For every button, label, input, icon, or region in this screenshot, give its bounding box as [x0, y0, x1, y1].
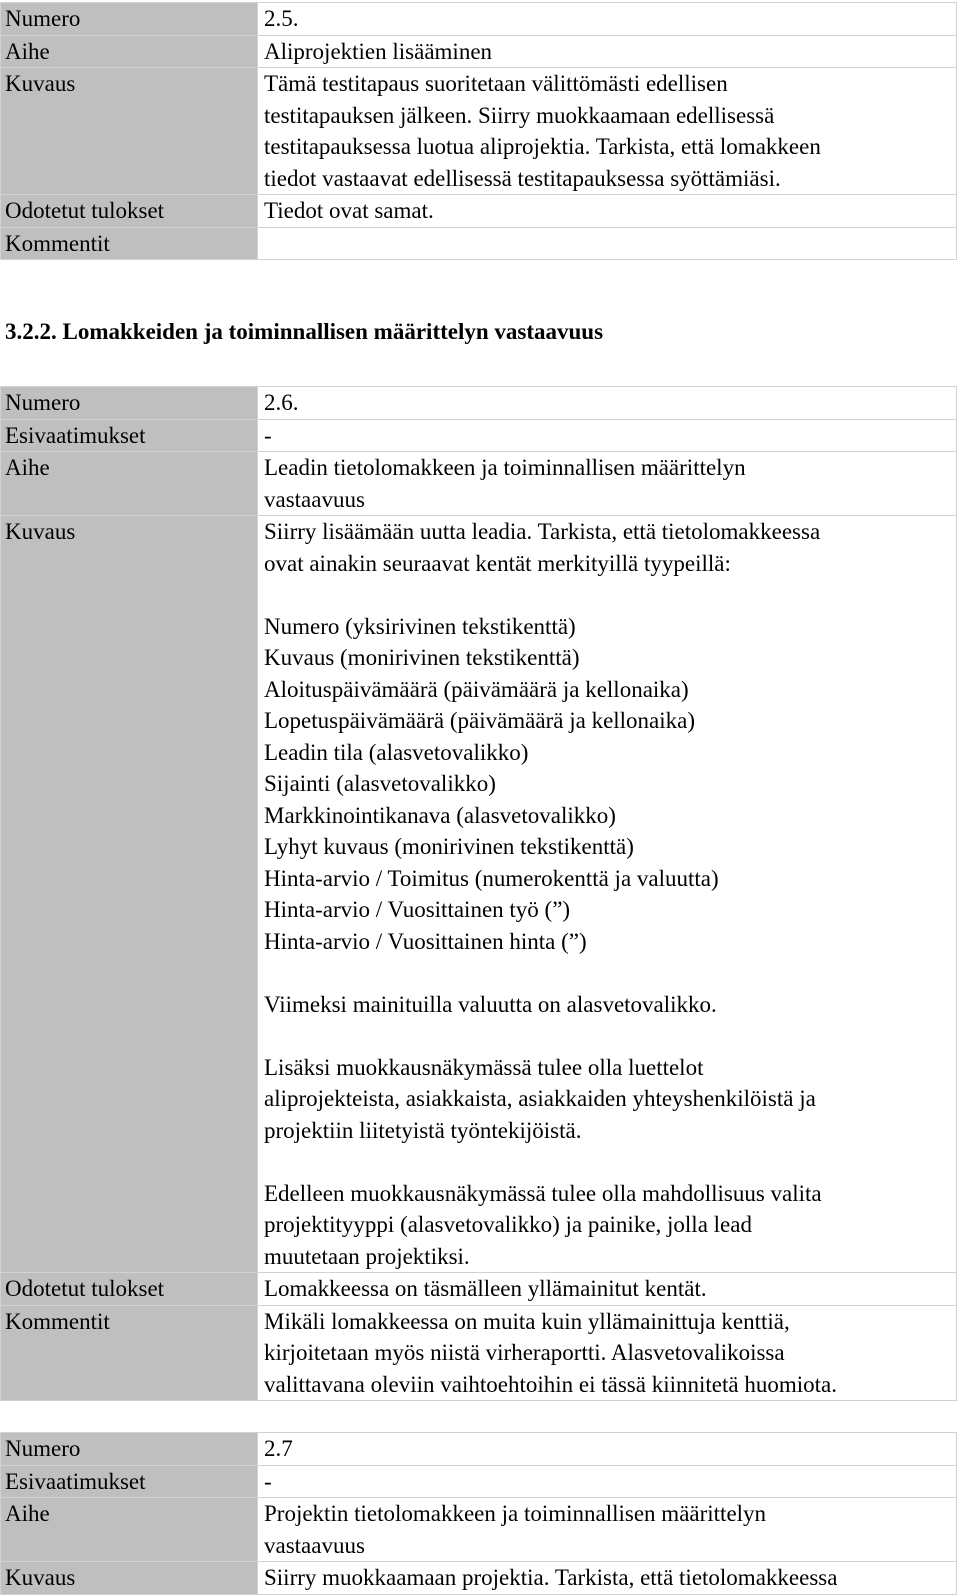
esivaatimukset-label: Esivaatimukset	[1, 1465, 258, 1498]
table-row	[1, 387, 957, 420]
field-list-item: Lyhyt kuvaus (monirivinen tekstikenttä)	[264, 834, 634, 859]
field-list-item: Kuvaus (monirivinen tekstikenttä)	[264, 645, 580, 670]
text-line: Mikäli lomakkeessa on muita kuin yllämainittuja kenttiä,	[264, 1308, 790, 1334]
paragraph-gap	[264, 1146, 956, 1178]
table-row	[1, 195, 957, 228]
numero-value: 2.6.	[258, 387, 957, 420]
field-list-item: Hinta-arvio / Toimitus (numerokenttä ja valuutta)	[264, 865, 719, 891]
text-line: valittavana oleviin vaihtoehtoihin ei tässä kiinnitetä huomiota.	[264, 1371, 837, 1397]
text-line: muutetaan projektiksi.	[264, 1243, 470, 1269]
text-line: Lisäksi muokkausnäkymässä tulee olla luettelot	[264, 1054, 704, 1080]
numero-value: 2.7	[258, 1433, 957, 1466]
table-row	[1, 68, 957, 195]
aihe-value	[258, 1498, 957, 1562]
aihe-label: Aihe	[1, 1498, 258, 1562]
text-line: testitapauksessa luotua aliprojektia. Tarkista, että lomakkeen	[264, 134, 821, 159]
text-line: vastaavuus	[264, 486, 365, 512]
section-heading: 3.2.2. Lomakkeiden ja toiminnallisen määrittelyn vastaavuus	[5, 319, 604, 344]
text-line: projektiin liitetyistä työntekijöistä.	[264, 1117, 582, 1143]
field-list-item: Markkinointikanava (alasvetovalikko)	[264, 802, 616, 828]
odotetut-tulokset-value: Tiedot ovat samat.	[258, 195, 957, 228]
paragraph-gap	[264, 957, 956, 989]
esivaatimukset-value: -	[258, 1465, 957, 1498]
field-list-item: Lopetuspäivämäärä (päivämäärä ja kellonaika)	[264, 708, 696, 733]
kuvaus-value: Siirry muokkaamaan projektia. Tarkista, että tietolomakkeessa	[258, 1562, 957, 1595]
odotetut-tulokset-label: Odotetut tulokset	[1, 1273, 258, 1306]
kuvaus-label: Kuvaus	[1, 68, 258, 195]
table-row	[1, 1465, 957, 1498]
esivaatimukset-value: -	[258, 419, 957, 452]
numero-label: Numero	[1, 3, 258, 36]
table-row	[1, 1498, 957, 1562]
table-row	[1, 3, 957, 36]
kuvaus-label: Kuvaus	[1, 516, 258, 1273]
paragraph-gap	[264, 579, 956, 611]
kommentit-value	[258, 227, 957, 260]
text-line: Tämä testitapaus suoritetaan välittömästi edellisen	[264, 71, 728, 96]
text-line: Viimeksi mainituilla valuutta on alasvetovalikko.	[264, 991, 717, 1017]
text-line: Leadin tietolomakkeen ja toiminnallisen määrittelyn	[264, 455, 746, 480]
test-case-2-6-table	[0, 386, 957, 1401]
table-row	[1, 1433, 957, 1466]
text-line: ovat ainakin seuraavat kentät merkityillä tyypeillä:	[264, 550, 731, 576]
table-row	[1, 1273, 957, 1306]
kuvaus-value	[258, 516, 957, 1273]
kommentit-label: Kommentit	[1, 227, 258, 260]
aihe-value: Aliprojektien lisääminen	[258, 35, 957, 68]
kuvaus-label: Kuvaus	[1, 1562, 258, 1595]
odotetut-tulokset-value: Lomakkeessa on täsmälleen yllämainitut kentät.	[258, 1273, 957, 1306]
aihe-label: Aihe	[1, 452, 258, 516]
paragraph-gap	[264, 1020, 956, 1052]
text-line: Edelleen muokkausnäkymässä tulee olla mahdollisuus valita	[264, 1180, 822, 1206]
table-row	[1, 1305, 957, 1401]
esivaatimukset-label: Esivaatimukset	[1, 419, 258, 452]
text-line: tiedot vastaavat edellisessä testitapauksessa syöttämiäsi.	[264, 165, 781, 191]
test-case-2-7-table	[0, 1432, 957, 1595]
numero-label: Numero	[1, 387, 258, 420]
aihe-value	[258, 452, 957, 516]
table-row	[1, 227, 957, 260]
text-line: testitapauksen jälkeen. Siirry muokkaamaan edellisessä	[264, 102, 775, 128]
field-list-item: Numero (yksirivinen tekstikenttä)	[264, 613, 576, 639]
text-line: Projektin tietolomakkeen ja toiminnallisen määrittelyn	[264, 1501, 767, 1526]
field-list-item: Hinta-arvio / Vuosittainen hinta (”)	[264, 928, 587, 954]
numero-label: Numero	[1, 1433, 258, 1466]
text-line: aliprojekteista, asiakkaista, asiakkaiden yhteyshenkilöistä ja	[264, 1086, 816, 1111]
numero-value: 2.5.	[258, 3, 957, 36]
table-row	[1, 1562, 957, 1595]
kommentit-label: Kommentit	[1, 1305, 258, 1401]
text-line: kirjoitetaan myös niistä virheraportti. Alasvetovalikoissa	[264, 1340, 785, 1365]
text-line: Siirry lisäämään uutta leadia. Tarkista, että tietolomakkeessa	[264, 519, 821, 544]
text-line: projektityyppi (alasvetovalikko) ja painike, jolla lead	[264, 1212, 752, 1237]
test-case-2-5-table	[0, 2, 957, 260]
table-row	[1, 35, 957, 68]
field-list-item: Sijainti (alasvetovalikko)	[264, 771, 496, 796]
text-line: vastaavuus	[264, 1532, 365, 1558]
field-list-item: Hinta-arvio / Vuosittainen työ (”)	[264, 897, 571, 922]
odotetut-tulokset-label: Odotetut tulokset	[1, 195, 258, 228]
field-list-item: Aloituspäivämäärä (päivämäärä ja kellonaika)	[264, 676, 689, 702]
table-row	[1, 452, 957, 516]
table-row	[1, 419, 957, 452]
field-list-item: Leadin tila (alasvetovalikko)	[264, 739, 529, 765]
kommentit-value	[258, 1305, 957, 1401]
kuvaus-value	[258, 68, 957, 195]
aihe-label: Aihe	[1, 35, 258, 68]
table-row	[1, 516, 957, 1273]
